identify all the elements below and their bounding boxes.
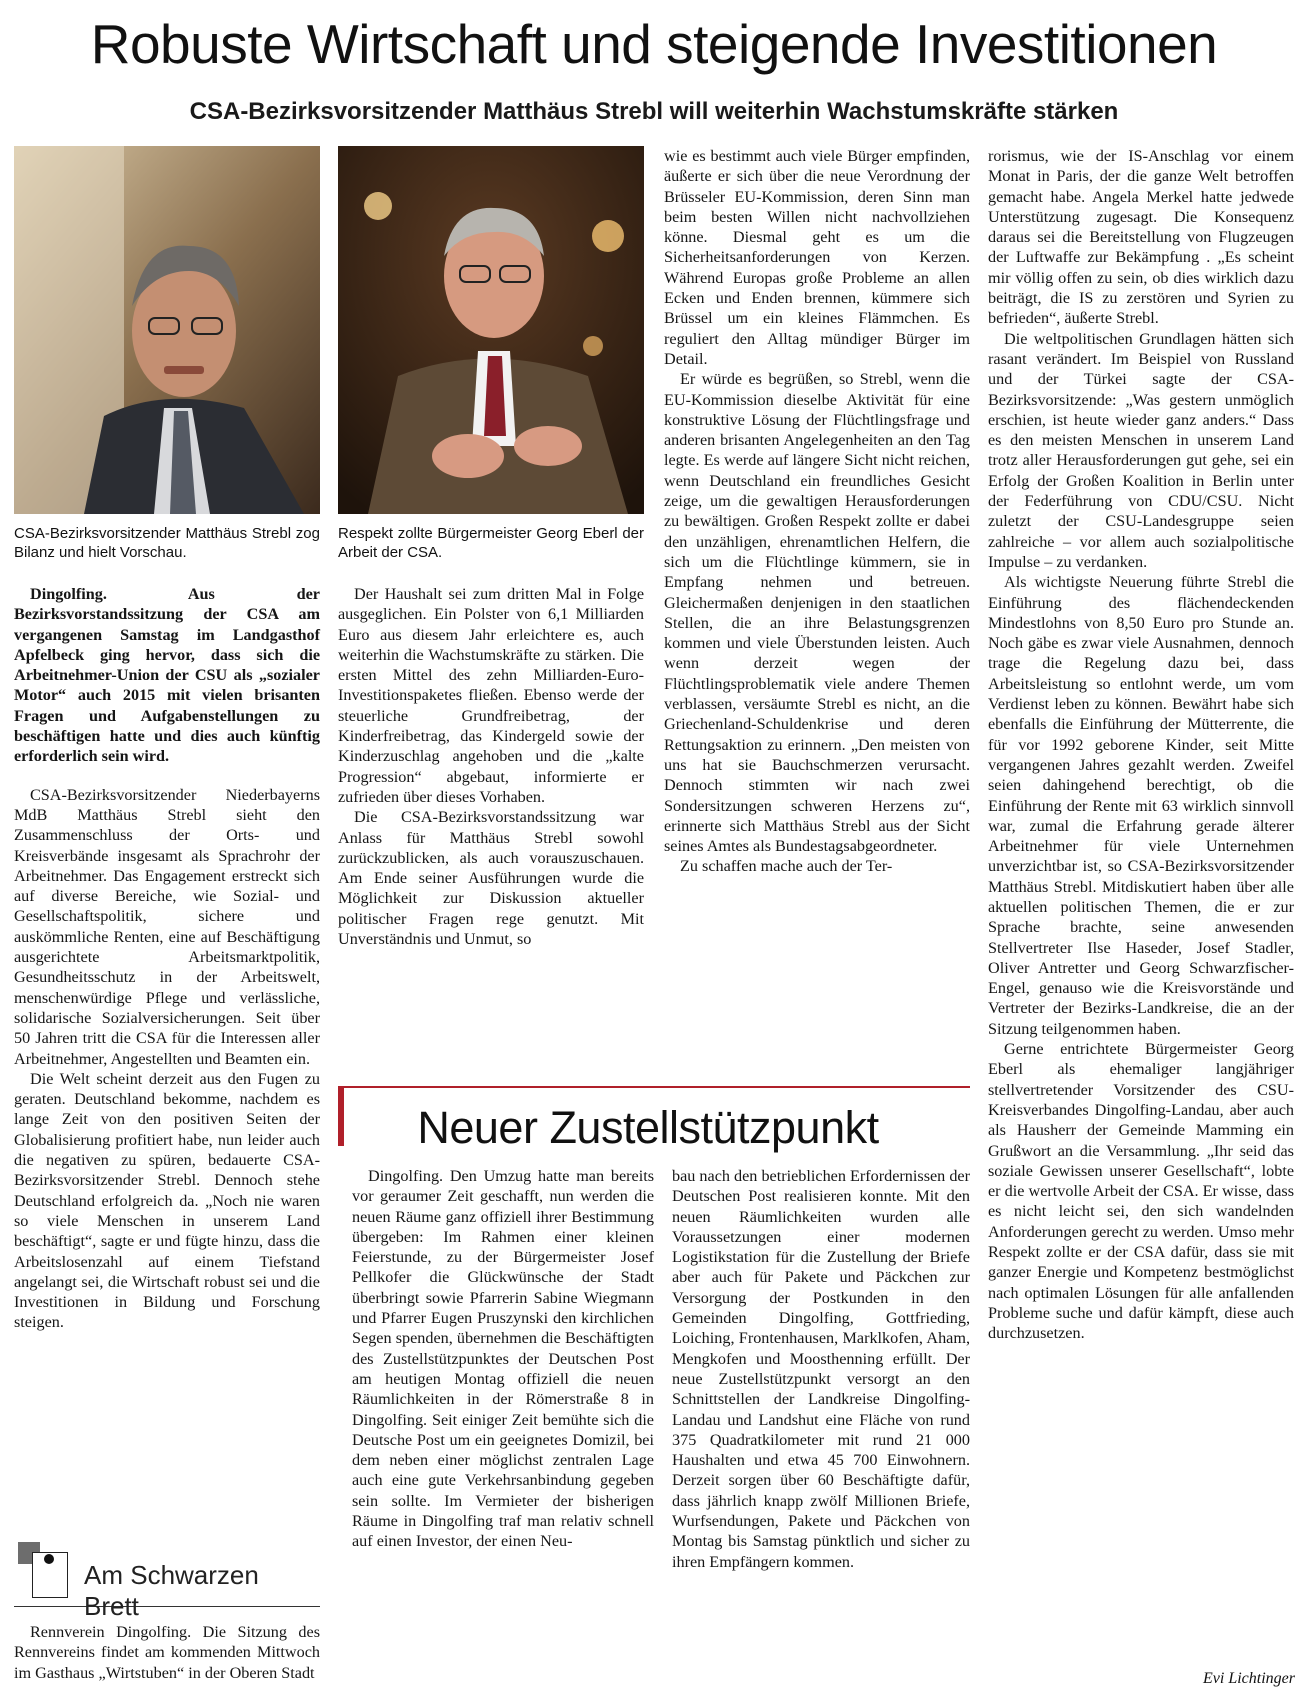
photo-caption-1: CSA-Bezirksvorsitzender Matthäus Strebl zog Bilanz und hielt Vorschau. — [14, 525, 320, 561]
pin-icon — [44, 1554, 54, 1564]
headline: Robuste Wirtschaft und steigende Investitionen — [90, 13, 1218, 75]
article-column-1 — [14, 584, 320, 1333]
article-column-3 — [664, 146, 970, 877]
box-paragraph: bau nach den betrieblichen Erfordernissen der Deutschen Post realisieren konnte. Mit den neuen Räumlichkeiten wurden alle Voraussetzungen einer modernen Logistikstation für die Zustellung der Briefe aber auch für Pakete und Päckchen zur Versorgung der Postkunden in den Gemeinden Dingolfing, Gottfrieding, Loiching, Frontenhausen, Marklkofen, Aham, Mengkofen und Moosthenning erfüllt. Der neue Zustellstützpunkt versorgt an den Schnittstellen der Landkreise Dingolfing-Landau und Landshut eine Fläche von rund 375 Quadratkilometer mit rund 21 000 Haushalten und etwa 45 700 Einwohnern. Derzeit sorgen über 60 Beschäftigte dafür, dass jährlich knapp zwölf Millionen Briefe, Wurfsendungen, Pakete und Päckchen von Montag bis Samstag pünktlich und sicher zu ihren Empfängern kommen. — [672, 1167, 970, 1571]
article-paragraph: wie es bestimmt auch viele Bürger empfinden, äußerte er sich über die neue Verordnung der Brüsseler EU-Kommission, deren Sinn man beim besten Willen nicht nachvollziehen könne. Diesmal geht es um die Sicherheitsanforderungen von Kerzen. Während Europas große Probleme an allen Ecken und Enden brennen, kümmere sich Brüssel um ein kleines Flämmchen. Es reguliert den Alltag mündiger Bürger im Detail. — [664, 147, 970, 368]
article-paragraph: Als wichtigste Neuerung führte Strebl die Einführung des flächendeckenden Mindestlohns von 8,50 Euro pro Stunde an. Noch gäbe es zwar viele Ausnahmen, dennoch trage die Regelung dazu bei, dass Arbeitsleistung so entlohnt werde, um vom Verdienst leben zu können. Bewährt habe sich ebenfalls die Einführung der Mütterrente, die für vor 1992 geborene Kinder, seit Mitte vergangenen Jahres gezahlt werden. Zweifel seien dahingehend berechtigt, ob die Einführung der Rente mit 63 wirklich sinnvoll war, zumal die Erfahrung gerade älterer Arbeitnehmer für viele Unternehmen unverzichtbar ist, so CSA-Bezirksvorsitzender Matthäus Strebl. Mitdiskutiert haben über alle aktuellen politischen Themen, die er zur Sprache brachte, seine anwesenden Stellvertreter Ilse Haseder, Josef Stadler, Oliver Antretter und Georg Schwarzfischer-Engel, genauso wie die Kreisvorstände und Vertreter der Bezirks-Landkreise, die an der Sitzung teilgenommen haben. — [988, 573, 1294, 1038]
notice-board-header — [14, 1540, 320, 1621]
subheadline: CSA-Bezirksvorsitzender Matthäus Strebl will weiterhin Wachstumskräfte stärken — [189, 98, 1119, 125]
article-column-2 — [338, 584, 644, 949]
article-paragraph: Der Haushalt sei zum dritten Mal in Folge ausgeglichen. Ein Polster von 6,1 Milliarden Euro aus diesem Jahr erleichtere es, auch weiterhin die Wachstumskräfte zu stärken. Die ersten Mittel des zehn Milliarden-Euro-Investitionspaketes fließen. Ebenso werde der steuerliche Grundfreibetrag, der Kinderfreibetrag, das Kindergeld sowie der Kinderzuschlag angehoben und die „kalte Progression“ abgebaut, informierte er zufrieden über dieses Vorhaben. — [338, 585, 644, 806]
notice-board-text — [14, 1622, 320, 1698]
article-lead: Dingolfing. Aus der Bezirksvorstandssitzung der CSA am vergangenen Samstag im Landgasthof Apfelbeck ging hervor, dass sich die Arbeitnehmer-Union der CSU als „sozialer Motor“ auch 2015 mit vielen brisanten Fragen und Aufgabenstellungen zu beschäftigen hatte und dies auch künftig erforderlich sein wird. — [14, 585, 320, 766]
article-paragraph: Die weltpolitischen Grundlagen hätten sich rasant verändert. Im Beispiel von Russland und der Türkei sagte der CSA-Bezirksvorsitzende: „Was gestern unmöglich erschien, ist heute wieder ganz anders.“ Dass es den meisten Menschen in unserem Land trotz aller Herausforderungen gut gehe, sei ein Erfolg der Großen Koalition in Berlin unter der Federführung von CDU/CSU. Nicht zuletzt der CSU-Landesgruppe seien zahlreiche – vor allem auch sozialpolitische Impulse – zu verdanken. — [988, 329, 1294, 571]
author-byline: Evi Lichtinger — [1203, 1670, 1295, 1687]
portrait-image-1 — [14, 146, 320, 514]
article-paragraph: CSA-Bezirksvorsitzender Niederbayerns MdB Matthäus Strebl sieht den Zusammenschluss der Orts- und Kreisverbände insgesamt als Sprachrohr der Arbeitnehmer. Das Engagement erstreckt sich auf diverse Bereiche, wie Sozial- und Gesellschaftspolitik, sichere und auskömmliche Renten, eine auf Beschäftigung ausgerichtete Arbeitsmarktpolitik, Gesundheitsschutz in der Arbeitswelt, menschenwürdige Pflege und verlässliche, solidarische Sozialversicherungen. Seit über 50 Jahren tritt die CSA für die Interessen aller Arbeitnehmer, Angestellten und Beamten ein. — [14, 785, 320, 1068]
article-paragraph: Zu schaffen mache auch der Ter- — [680, 857, 893, 876]
article-column-4 — [988, 146, 1294, 1344]
notice-board-label: Am Schwarzen Brett — [84, 1560, 259, 1621]
article-paragraph: Die Welt scheint derzeit aus den Fugen zu geraten. Deutschland bekomme, nachdem es lange Zeit von den positiven Seiten der Globalisierung profitiert habe, nun leider auch die negativen zu spüren, bedauerte CSA-Bezirksvorsitzender Strebl. Dennoch stehe Deutschland erfolgreich da. „Noch nie waren so viele Menschen in unserem Land beschäftigt“, sagte er und fügte hinzu, dass die Arbeitslosenzahl auf einem Tiefstand angelangt sei, die Wirtschaft robust sei und die Investitionen in Bildung und Forschung steigen. — [14, 1069, 320, 1332]
photo-eberl — [338, 146, 644, 514]
notice-paragraph: Rennverein Dingolfing. Die Sitzung des Rennvereins findet am kommenden Mittwoch im Gasthaus „Wirtstuben“ in der Oberen Stadt — [14, 1623, 320, 1682]
article-paragraph: Er würde es begrüßen, so Strebl, wenn die EU-Kommission dieselbe Aktivität für eine konstruktive Lösung der Flüchtlingsfrage und anderen brisanten Angelegenheiten an den Tag legte. Es werde auf längere Sicht nicht reichen, wenn Deutschland ein freundliches Gesicht zeige, um die gewaltigen Herausforderungen zu bewältigen. Großen Respekt zollte er dabei den unzähligen, ehrenamtlichen Helfern, die sich um die Flüchtlinge kümmern, sie in Empfang nehmen und betreuen. Gleichermaßen denjenigen in den staatlichen Stellen, die an ihre Belastungsgrenzen kommen und viele Überstunden leisten. Auch wenn derzeit wegen der Flüchtlingsproblematik viele andere Themen verblassen, versäumte Strebl es nicht, an die Griechenland-Schuldenkrise und deren Rettungsaktion zu erinnern. „Den meisten von uns hat sie Bauchschmerzen verursacht. Dennoch stimmten wir nach zwei Sondersitzungen schweren Herzens zu“, erinnerte sich Matthäus Strebl aus der Sicht seines Amtes als Bundestagsabgeordneter. — [664, 370, 970, 856]
article-paragraph: Gerne entrichtete Bürgermeister Georg Eberl als ehemaliger langjähriger stellvertretender Vorsitzender des CSU-Kreisverbandes Dingolfing-Landau, aber auch als Hausherr der Gemeinde Mamming ein Grußwort an die Versammlung. „Ihr seid das soziale Gewissen unserer Gesellschaft“, lobte er die wertvolle Arbeit der CSA. Er wisse, dass es nicht leicht sei, den sich wandelnden Anforderungen gerecht zu werden. Umso mehr Respekt zollte er der CSA dafür, dass sie mit ganzer Energie und Kompetenz bestmöglichst nach optimalen Lösungen für alle anfallenden Probleme suche und dafür kämpft, diese auch durchzusetzen. — [988, 1040, 1294, 1343]
box-column-2 — [672, 1166, 970, 1572]
box-paragraph: Dingolfing. Den Umzug hatte man bereits vor geraumer Zeit geschafft, nun werden die neuen Räume ganz offiziell ihrer Bestimmung übergeben: Im Rahmen einer kleinen Feierstunde, zu der Bürgermeister Josef Pellkofer die Glückwünsche der Stadt überbringt sowie Pfarrerin Sabine Wiegmann und Pfarrer Eugen Pruszynski den kirchlichen Segen spenden, übernehmen die Beschäftigten des Zustellstützpunktes der Deutschen Post am heutigen Montag offiziell die neuen Räumlichkeiten in der Römerstraße 8 in Dingolfing. Seit einiger Zeit bemühte sich die Deutsche Post um ein geeignetes Domizil, bei dem neben einer möglichst zentralen Lage auch eine gute Verkehrsanbindung gegeben sein sollte. Im Vermieter der bisherigen Räume in Dingolfing traf man relativ schnell auf einen Investor, der einen Neu- — [352, 1167, 654, 1551]
article-paragraph: rorismus, wie der IS-Anschlag vor einem Monat in Paris, der die ganze Welt betroffen gemacht habe. Angela Merkel hatte jedwede Unterstützung zugesagt. Die Konsequenz daraus sei die Bereitstellung von Flugzeugen der Luftwaffe zur Bekämpfung . „Es scheint mir völlig offen zu sein, ob dies wirklich dazu beiträgt, die IS zu zerstören und Syrien zu befrieden“, äußerte Strebl. — [988, 147, 1294, 328]
box-top-rule — [338, 1086, 970, 1088]
photo-strebl — [14, 146, 320, 514]
portrait-image-2 — [338, 146, 644, 514]
box-column-1 — [352, 1166, 654, 1552]
photo-caption-2: Respekt zollte Bürgermeister Georg Eberl der Arbeit der CSA. — [338, 525, 644, 561]
article-paragraph: Die CSA-Bezirksvorstandssitzung war Anlass für Matthäus Strebl sowohl zurückzublicken, als auch vorauszuschauen. Am Ende seiner Ausführungen wurde die Möglichkeit zur Diskussion aktueller politischer Fragen rege genutzt. Mit Unverständnis und Unmut, so — [338, 808, 644, 949]
box-title: Neuer Zustellstützpunkt — [417, 1102, 879, 1153]
